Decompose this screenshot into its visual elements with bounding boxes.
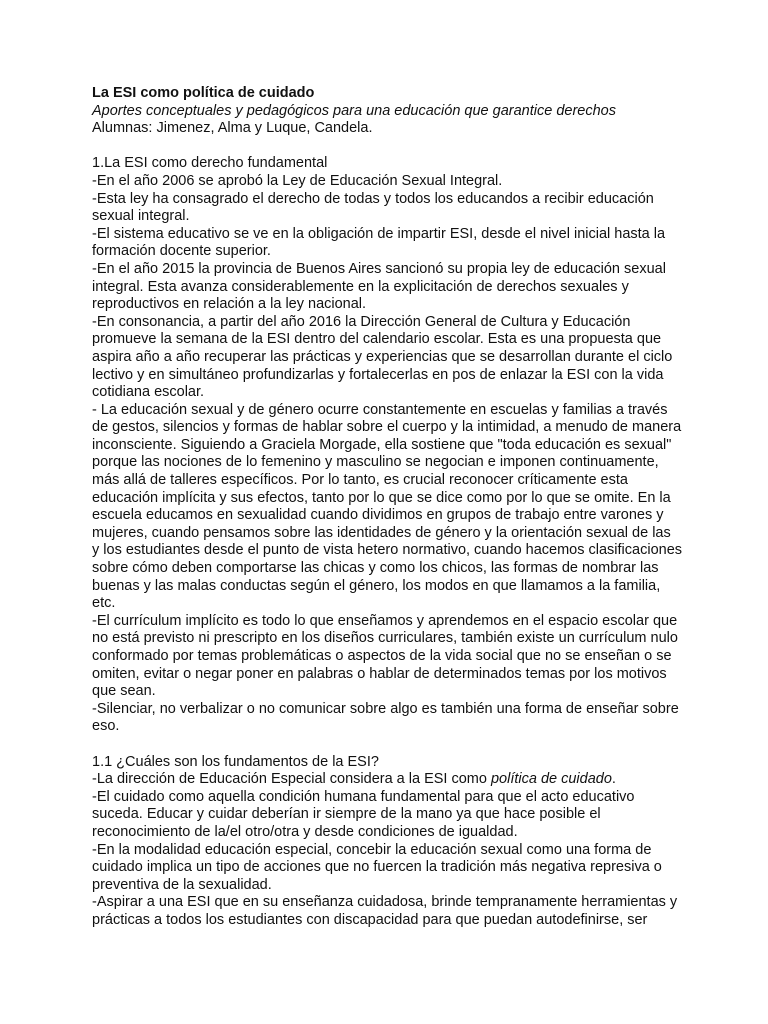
- paragraph: -En consonancia, a partir del año 2016 la Dirección General de Cultura y Educación promueve la semana de la ESI dentro del calendario escolar. Esta es una propuesta que aspira año a año recuperar las prácticas y experiencias que se desarrollan durante el ciclo lectivo y en simultáneo profundizarlas y fortalecerlas en pos de enlazar la ESI con la vida cotidiana escolar.: [92, 313, 673, 401]
- paragraph: -En el año 2006 se aprobó la Ley de Educación Sexual Integral.: [92, 172, 503, 189]
- paragraph-text: -La dirección de Educación Especial considera a la ESI como: [92, 771, 491, 788]
- section-heading: 1.La ESI como derecho fundamental: [92, 155, 328, 172]
- paragraph: -Silenciar, no verbalizar o no comunicar sobre algo es también una forma de enseñar sobre eso.: [92, 700, 679, 735]
- paragraph: -En el año 2015 la provincia de Buenos Aires sancionó su propia ley de educación sexual integral. Esta avanza considerablemente en la explicitación de derechos sexuales y reproductivos en relación a la ley nacional.: [92, 260, 666, 313]
- paragraph: -El sistema educativo se ve en la obligación de impartir ESI, desde el nivel inicial hasta la formación docente superior.: [92, 225, 666, 260]
- document-title: La ESI como política de cuidado: [92, 85, 315, 101]
- spacer: [92, 736, 682, 754]
- document-page: [92, 85, 682, 930]
- paragraph: -El cuidado como aquella condición humana fundamental para que el acto educativo suceda. Educar y cuidar deberían ir siempre de la mano ya que hace posible el reconocimiento de la/el otro/otra y desde condiciones de igualdad.: [92, 788, 635, 840]
- paragraph: [92, 771, 682, 789]
- paragraph: -Aspirar a una ESI que en su enseñanza cuidadosa, brinde tempranamente herramientas y prácticas a todos los estudiantes con discapacidad para que puedan autodefinirse, ser: [92, 894, 678, 928]
- paragraph: -En la modalidad educación especial, concebir la educación sexual como una forma de cuidado implica un tipo de acciones que no fuercen la tradición más negativa represiva o preventiva de la sexualidad.: [92, 841, 662, 893]
- document-authors: Alumnas: Jimenez, Alma y Luque, Candela.: [92, 120, 373, 137]
- paragraph: - La educación sexual y de género ocurre constantemente en escuelas y familias a través de gestos, silencios y formas de hablar sobre el cuerpo y la intimidad, a menudo de manera inconsciente. Siguiendo a Graciela Morgade, ella sostiene que "toda educación es sexual" porque las nociones de lo femenino y masculino se negocian e imponen continuamente, más allá de talleres específicos. Por lo tanto, es crucial reconocer críticamente esta educación implícita y sus efectos, tanto por lo que se dice como por lo que se omite. En la escuela educamos en sexualidad cuando dividimos en grupos de trabajo entre varones y mujeres, cuando pensamos sobre las identidades de género y la orientación sexual de las y los estudiantes desde el punto de vista hetero normativo, cuando hacemos clasificaciones sobre cómo deben comportarse las chicas y como los chicos, las formas de nombrar las buenas y las malas conductas según el género, los modos en que llamamos a la familia, etc.: [92, 401, 683, 612]
- paragraph: -Esta ley ha consagrado el derecho de todas y todos los educandos a recibir educación sexual integral.: [92, 190, 654, 225]
- paragraph: -El currículum implícito es todo lo que enseñamos y aprendemos en el espacio escolar que no está previsto ni prescripto en los diseños curriculares, también existe un currículum nulo conformado por temas problemáticas o aspectos de la vida social que no se enseñan o se omiten, evitar o negar poner en palabras o hablar de determinados temas por los motivos que sean.: [92, 612, 678, 700]
- section-heading: 1.1 ¿Cuáles son los fundamentos de la ESI?: [92, 753, 379, 770]
- document-subtitle: Aportes conceptuales y pedagógicos para una educación que garantice derechos: [92, 102, 616, 119]
- emphasis-text: política de cuidado: [490, 771, 612, 788]
- paragraph-text: .: [611, 771, 616, 788]
- spacer: [92, 138, 682, 156]
